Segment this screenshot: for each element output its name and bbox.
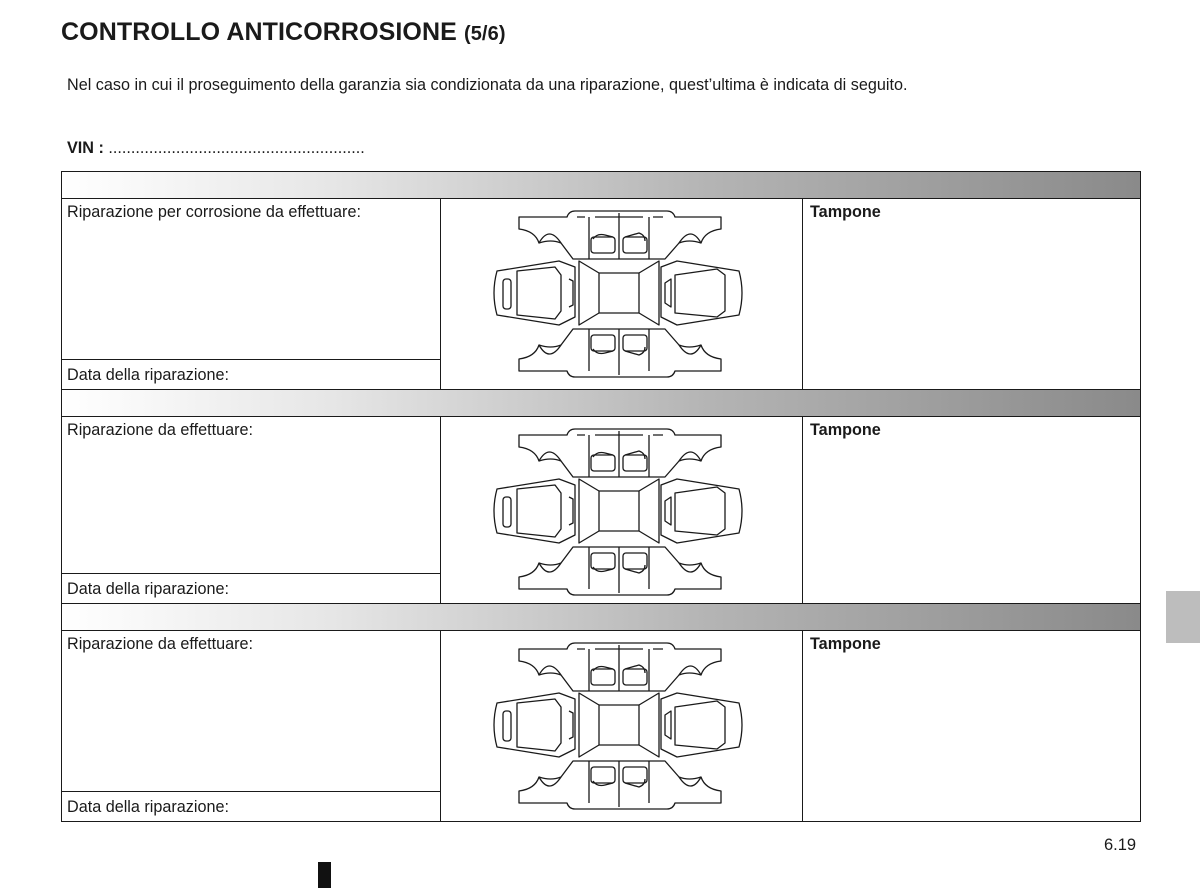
repair-description-cell[interactable] (62, 199, 441, 389)
repair-label: Riparazione per corrosione da effettuare: (67, 203, 361, 221)
page-title-part: (5/6) (463, 23, 506, 45)
repair-block-3 (62, 631, 1140, 821)
section-bar (62, 389, 1140, 417)
car-diagram-cell (441, 417, 803, 603)
chapter-tab (1166, 591, 1200, 643)
repair-date-row[interactable] (62, 573, 440, 603)
stamp-label: Tampone (810, 635, 881, 653)
repair-block-1 (62, 199, 1140, 389)
car-body-diagram-icon (489, 209, 753, 379)
stamp-cell[interactable] (803, 199, 1140, 389)
repair-label: Riparazione da effettuare: (67, 421, 253, 439)
page-title (61, 18, 506, 47)
stamp-cell[interactable] (803, 417, 1140, 603)
page-title-text: CONTROLLO ANTICORROSIONE (61, 18, 457, 46)
car-body-diagram-icon (489, 427, 753, 597)
repair-date-label: Data della riparazione: (67, 798, 229, 816)
stamp-label: Tampone (810, 203, 881, 221)
repair-date-row[interactable] (62, 359, 440, 389)
repair-label: Riparazione da effettuare: (67, 635, 253, 653)
stamp-cell[interactable] (803, 631, 1140, 821)
repair-date-label: Data della riparazione: (67, 366, 229, 384)
repair-description-cell[interactable] (62, 417, 441, 603)
repair-description-cell[interactable] (62, 631, 441, 821)
section-bar (62, 603, 1140, 631)
car-body-diagram-icon (489, 641, 753, 811)
vin-label: VIN : (67, 139, 104, 157)
intro-text: Nel caso in cui il proseguimento della garanzia sia condizionata da una riparazione, quest’ultima è indicata di seguito. (67, 76, 908, 94)
repair-date-label: Data della riparazione: (67, 580, 229, 598)
repair-block-2 (62, 417, 1140, 603)
page-number: 6.19 (1104, 836, 1137, 854)
repair-form-table (61, 171, 1141, 822)
car-diagram-cell (441, 199, 803, 389)
stamp-label: Tampone (810, 421, 881, 439)
vin-line (67, 139, 365, 158)
repair-date-row[interactable] (62, 791, 440, 821)
binding-mark (318, 862, 331, 888)
vin-field[interactable]: ......................................................... (108, 139, 365, 157)
car-diagram-cell (441, 631, 803, 821)
section-bar (62, 172, 1140, 199)
